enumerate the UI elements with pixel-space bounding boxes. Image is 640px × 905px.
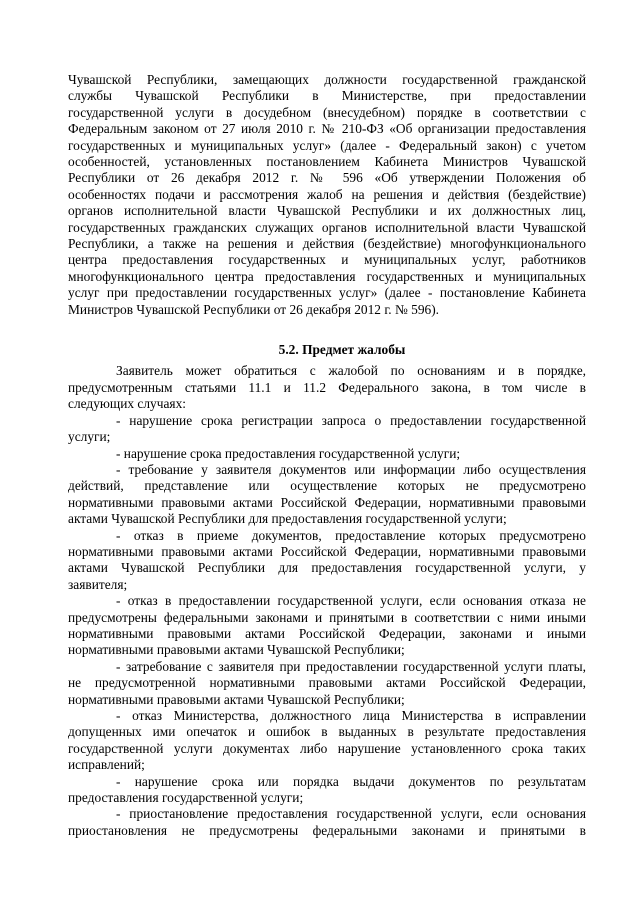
list-item xyxy=(68,462,586,528)
text-line: - приостановление предоставления государственной услуги, если основания xyxy=(116,806,586,822)
text-line: Заявитель может обратиться с жалобой по основаниям и в порядке, xyxy=(116,363,586,379)
text-line: нормативными правовыми актами Российской Федерации, законами и иными xyxy=(68,625,586,641)
text-line: заявителя; xyxy=(68,576,128,592)
list-item xyxy=(68,528,586,594)
text-line: - отказ в предоставлении государственной услуги, если основания отказа не xyxy=(116,593,586,609)
text-line: актами Чувашской Республики для предоставления государственной услуги, у xyxy=(68,560,586,576)
text-line: Чувашской Республики, замещающих должности государственной гражданской xyxy=(68,72,586,87)
list-item xyxy=(68,446,586,462)
text-line: - затребование с заявителя при предоставлении государственной услуги платы, xyxy=(116,658,586,674)
text-line: - нарушение срока регистрации запроса о предоставлении государственной xyxy=(116,412,586,428)
text-line: службы Чувашской Республики в Министерстве, при предоставлении xyxy=(68,88,586,104)
list-item xyxy=(68,774,586,807)
paragraph-intro xyxy=(68,363,586,412)
text-line: - нарушение срока или порядка выдачи документов по результатам xyxy=(116,773,586,789)
text-line: центра предоставления государственных и муниципальных услуг, работников xyxy=(68,252,586,268)
text-line: - отказ в приеме документов, предоставление которых предусмотрено xyxy=(116,527,586,543)
text-line: Министров Чувашской Республики от 26 декабря 2012 г. № 596). xyxy=(68,301,440,317)
text-line: государственной услуги в досудебном (внесудебном) порядке в соответствии с xyxy=(68,104,586,120)
text-line: предусмотрены федеральными законами и принятыми в соответствии с ними иными xyxy=(68,609,586,625)
text-line: нормативными правовыми актами Чувашской Республики; xyxy=(68,691,405,707)
list-item xyxy=(68,659,586,708)
text-line: актами Чувашской Республики для предоставления государственной услуги; xyxy=(68,511,507,527)
text-line: нормативными правовыми актами Чувашской Республики; xyxy=(68,642,405,658)
text-line: государственной услуги документах либо нарушение установленного срока таких xyxy=(68,740,586,756)
text-line: не предусмотренной нормативными правовыми актами Российской Федерации, xyxy=(68,675,586,691)
text-line: исправлений; xyxy=(68,757,145,773)
text-line: допущенных ими опечаток и ошибок в выданных в результате предоставления xyxy=(68,724,586,740)
list-item xyxy=(68,806,586,839)
text-line: приостановления не предусмотрены федеральными законами и принятыми в xyxy=(68,822,586,838)
text-line: предусмотренным статьями 11.1 и 11.2 Федерального закона, в том числе в xyxy=(68,379,586,395)
text-line: предоставления государственной услуги; xyxy=(68,790,304,806)
text-line: - нарушение срока предоставления государственной услуги; xyxy=(116,445,461,461)
text-line: Федеральным законом от 27 июля 2010 г. № 210-ФЗ «Об организации предоставления xyxy=(68,121,586,137)
text-line: услуг при предоставлении государственных услуг» (далее - постановление Кабинета xyxy=(68,285,586,301)
text-line: государственных гражданских служащих органов исполнительной власти Чувашской xyxy=(68,219,586,235)
text-line: Республики от 26 декабря 2012 г. № 596 «Об утверждении Положения об xyxy=(68,170,586,186)
list-item xyxy=(68,413,586,446)
list-item xyxy=(68,708,586,774)
text-line: особенностях подачи и рассмотрения жалоб на решения и действия (бездействие) xyxy=(68,186,586,202)
text-line: - требование у заявителя документов или информации либо осуществления xyxy=(116,461,586,477)
text-line: органов исполнительной власти Чувашской Республики и их должностных лиц, xyxy=(68,203,586,219)
text-line: государственных и муниципальных услуг» (далее - Федеральный закон) с учетом xyxy=(68,137,586,153)
text-line: нормативными правовыми актами Российской Федерации, нормативными правовыми xyxy=(68,494,586,510)
text-line: нормативными правовыми актами Российской Федерации, нормативными правовыми xyxy=(68,543,586,559)
intro-paragraph xyxy=(68,72,586,318)
text-line: - отказ Министерства, должностного лица Министерства в исправлении xyxy=(116,708,586,724)
text-line: услуги; xyxy=(68,429,111,445)
text-line: Республики, а также на решения и действия (бездействие) многофункционального xyxy=(68,236,586,252)
text-line: действий, представление или осуществление которых не предусмотрено xyxy=(68,478,586,494)
list-item xyxy=(68,593,586,659)
section-heading: 5.2. Предмет жалобы xyxy=(278,342,406,358)
text-line: многофункционального центра предоставления государственных и муниципальных xyxy=(68,268,586,284)
text-line: особенностей, установленных постановлением Кабинета Министров Чувашской xyxy=(68,154,586,170)
text-line: следующих случаях: xyxy=(68,396,186,412)
document-body xyxy=(68,72,586,839)
